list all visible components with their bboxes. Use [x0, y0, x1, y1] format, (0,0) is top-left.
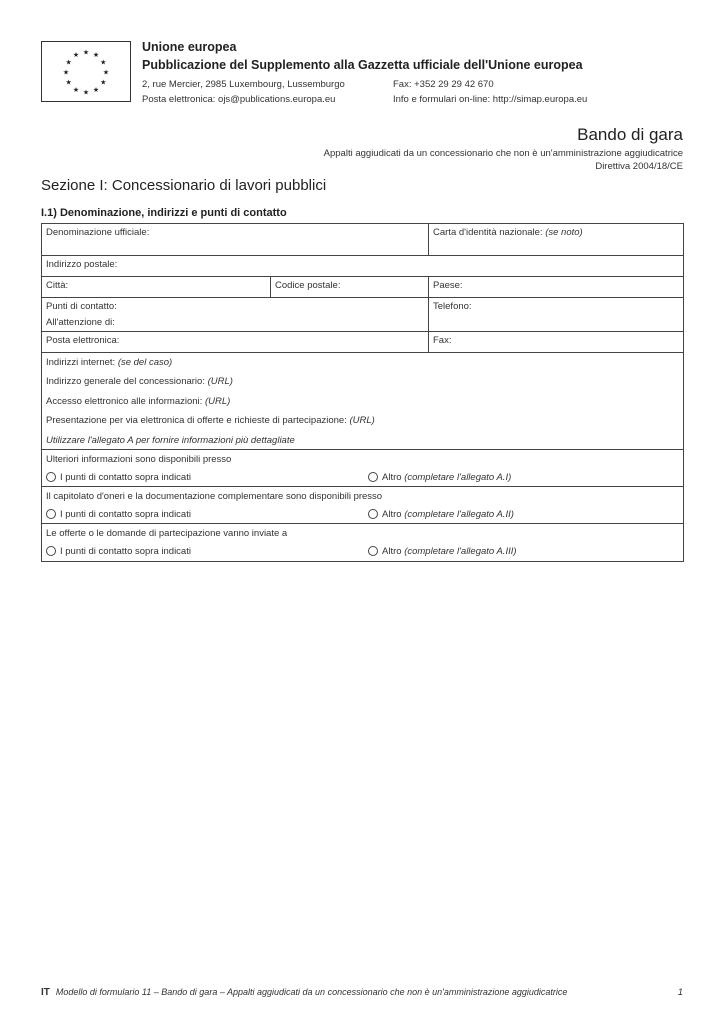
footer-text: Modello di formulario 11 – Bando di gara – Appalti aggiudicati da un concessionario che non è un'amministrazione aggiudicatrice — [55, 987, 568, 997]
offerte-option-contatto[interactable] — [46, 546, 368, 557]
contact-form — [41, 223, 684, 562]
page-title: Bando di gara — [577, 125, 683, 144]
fax-field[interactable] — [428, 332, 683, 352]
star-icon: ★ — [82, 48, 90, 57]
capitolato-option-contatto[interactable] — [46, 509, 368, 520]
carta-note: (se noto) — [545, 227, 583, 238]
ulteriori-option-altro[interactable] — [368, 472, 511, 483]
citta-field[interactable] — [42, 277, 270, 297]
radio-icon[interactable] — [46, 546, 56, 556]
eu-stars-icon — [42, 42, 130, 101]
form-row-capitolato — [42, 487, 683, 524]
star-icon: ★ — [62, 68, 70, 77]
generale-label: Indirizzo generale del concessionario: — [46, 376, 205, 388]
fax: Fax: +352 29 29 42 670 — [393, 79, 494, 90]
subtitle-line-2: Direttiva 2004/18/CE — [595, 161, 683, 172]
footer-lang: IT — [41, 987, 50, 998]
form-row-citta — [42, 277, 683, 298]
carta-label: Carta d'identità nazionale: — [433, 227, 543, 238]
url-note: (URL) — [207, 376, 233, 388]
option-note: (completare l'allegato A.III) — [404, 545, 517, 557]
subsection-heading: I.1) Denominazione, indirizzi e punti di contatto — [41, 207, 287, 219]
option-note: (completare l'allegato A.I) — [404, 471, 512, 483]
subtitle-line-1: Appalti aggiudicati da un concessionario che non è un'amministrazione aggiudicatrice — [323, 148, 683, 159]
form-row-indirizzo — [42, 256, 683, 277]
publication-name: Pubblicazione del Supplemento alla Gazzetta ufficiale dell'Unione europea — [142, 58, 583, 72]
option-label: Altro — [382, 471, 402, 483]
url-note: (URL) — [349, 415, 375, 427]
star-icon: ★ — [102, 68, 110, 77]
form-row-ulteriori — [42, 450, 683, 487]
form-row-punti — [42, 298, 683, 332]
form-row-posta — [42, 332, 683, 353]
star-icon: ★ — [100, 58, 107, 67]
indirizzo-label: Indirizzo postale: — [46, 259, 118, 270]
org-name: Unione europea — [142, 40, 237, 54]
form-row-denominazione — [42, 224, 683, 256]
capitolato-options — [42, 505, 683, 523]
attenzione-label: All'attenzione di: — [46, 317, 115, 328]
star-icon: ★ — [65, 78, 72, 87]
cap-field[interactable] — [270, 277, 428, 297]
option-label: I punti di contatto sopra indicati — [60, 471, 191, 483]
denominazione-field[interactable] — [42, 224, 428, 255]
internet-label: Indirizzi internet: — [46, 357, 116, 368]
posta-field[interactable] — [42, 332, 428, 352]
url-note: (URL) — [204, 395, 231, 407]
star-icon: ★ — [92, 85, 100, 94]
ulteriori-options — [42, 468, 683, 486]
radio-icon[interactable] — [46, 509, 56, 519]
star-icon: ★ — [100, 78, 107, 87]
star-icon: ★ — [65, 58, 72, 67]
radio-icon[interactable] — [368, 472, 378, 482]
telefono-label: Telefono: — [433, 301, 472, 312]
page-subtitle — [324, 147, 683, 173]
option-label: I punti di contatto sopra indicati — [60, 545, 191, 557]
carta-field[interactable] — [428, 224, 683, 255]
capitolato-label: Il capitolato d'oneri e la documentazione complementare sono disponibili presso — [46, 491, 383, 502]
star-icon: ★ — [92, 51, 100, 60]
presentazione-line[interactable] — [42, 411, 683, 430]
denominazione-label: Denominazione ufficiale: — [46, 227, 150, 238]
star-icon: ★ — [72, 51, 80, 60]
internet-line — [42, 353, 683, 372]
telefono-field[interactable] — [428, 298, 683, 331]
ulteriori-label: Ulteriori informazioni sono disponibili presso — [46, 454, 232, 465]
radio-icon[interactable] — [368, 546, 378, 556]
option-label: Altro — [382, 508, 402, 520]
option-label: Altro — [382, 545, 402, 557]
option-note: (completare l'allegato A.II) — [404, 508, 514, 520]
citta-label: Città: — [46, 280, 69, 291]
internet-note: (se del caso) — [117, 357, 173, 368]
footer — [41, 987, 567, 998]
capitolato-option-altro[interactable] — [368, 509, 514, 520]
section-heading: Sezione I: Concessionario di lavori pubblici — [41, 177, 327, 194]
fax-label: Fax: — [433, 335, 452, 346]
info-link[interactable]: Info e formulari on-line: http://simap.europa.eu — [393, 94, 588, 105]
accesso-label: Accesso elettronico alle informazioni: — [46, 395, 203, 407]
offerte-option-altro[interactable] — [368, 546, 517, 557]
email: Posta elettronica: ojs@publications.europa.eu — [142, 94, 336, 105]
eu-flag-logo — [41, 41, 131, 102]
ulteriori-option-contatto[interactable] — [46, 472, 368, 483]
form-row-offerte — [42, 524, 683, 561]
star-icon: ★ — [72, 85, 80, 94]
radio-icon[interactable] — [46, 472, 56, 482]
punti-field[interactable] — [42, 298, 428, 331]
form-row-internet — [42, 353, 683, 450]
presentazione-label: Presentazione per via elettronica di offerte e richieste di partecipazione: — [46, 415, 347, 427]
paese-field[interactable] — [428, 277, 683, 297]
offerte-options — [42, 542, 683, 560]
indirizzo-field[interactable] — [42, 256, 683, 276]
radio-icon[interactable] — [368, 509, 378, 519]
page-number: 1 — [677, 987, 683, 998]
option-label: I punti di contatto sopra indicati — [60, 508, 191, 520]
paese-label: Paese: — [433, 280, 463, 291]
address: 2, rue Mercier, 2985 Luxembourg, Lussemburgo — [142, 79, 345, 90]
allegato-note: Utilizzare l'allegato A per fornire informazioni più dettagliate — [46, 434, 295, 446]
star-icon: ★ — [82, 88, 90, 97]
accesso-line[interactable] — [42, 392, 683, 411]
cap-label: Codice postale: — [275, 280, 341, 291]
generale-line[interactable] — [42, 372, 683, 391]
posta-label: Posta elettronica: — [46, 335, 120, 346]
offerte-label: Le offerte o le domande di partecipazione vanno inviate a — [46, 528, 288, 539]
punti-label: Punti di contatto: — [46, 301, 117, 312]
